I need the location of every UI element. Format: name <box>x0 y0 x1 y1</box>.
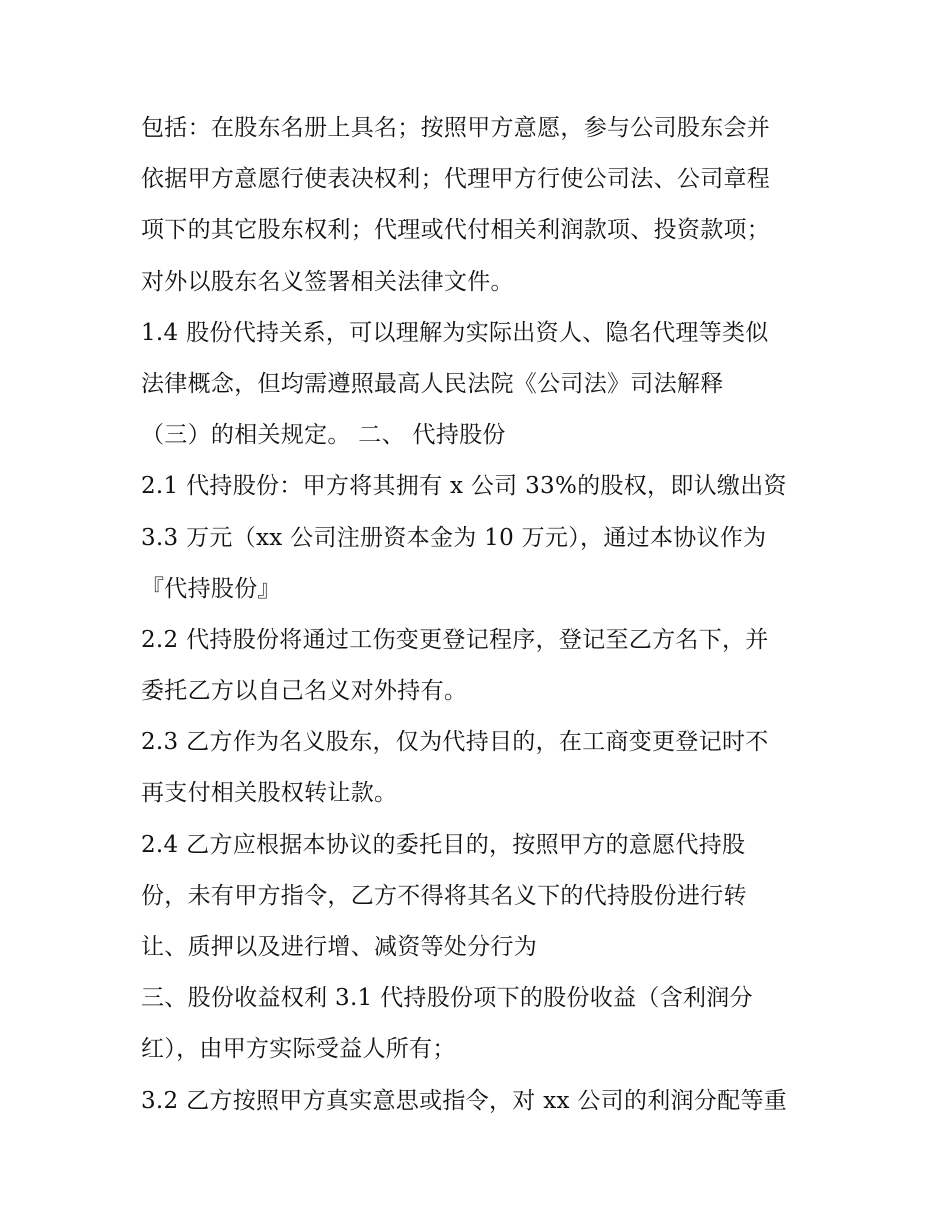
text-line: 2.3 乙方作为名义股东，仅为代持目的，在工商变更登记时不 <box>141 729 769 756</box>
text-line: 『代持股份』 <box>141 575 281 602</box>
text-line: 红），由甲方实际受益人所有； <box>141 1036 456 1063</box>
text-line: 项下的其它股东权利；代理或代付相关利润款项、投资款项； <box>141 217 771 244</box>
text-line: 让、质押以及进行增、减资等处分行为 <box>141 934 538 960</box>
text-line: （三）的相关规定。 二、 代持股份 <box>141 422 506 449</box>
text-line: 包括：在股东名册上具名；按照甲方意愿，参与公司股东会并 <box>141 115 771 141</box>
text-line: 三、股份收益权利 3.1 代持股份项下的股份收益（含利润分 <box>141 985 753 1012</box>
text-line: 3.3 万元（xx 公司注册资本金为 10 万元），通过本协议作为 <box>141 524 767 551</box>
text-line: 份，未有甲方指令，乙方不得将其名义下的代持股份进行转 <box>141 882 747 909</box>
text-line: 1.4 股份代持关系，可以理解为实际出资人、隐名代理等类似 <box>141 319 769 346</box>
text-line: 2.2 代持股份将通过工伤变更登记程序，登记至乙方名下，并 <box>141 626 769 653</box>
text-line: 对外以股东名义签署相关法律文件。 <box>141 268 514 295</box>
text-line: 法律概念，但均需遵照最高人民法院《公司法》司法解释 <box>141 370 724 397</box>
text-line: 再支付相关股权转让款。 <box>141 780 398 807</box>
text-line: 委托乙方以自己名义对外持有。 <box>141 678 468 705</box>
text-line: 3.2 乙方按照甲方真实意思或指令，对 xx 公司的利润分配等重 <box>141 1087 788 1114</box>
text-line: 2.1 代持股份：甲方将其拥有 x 公司 33%的股权，即认缴出资 <box>141 473 787 500</box>
document-body <box>141 103 831 1127</box>
text-line: 2.4 乙方应根据本协议的委托目的，按照甲方的意愿代持股 <box>141 831 746 858</box>
text-line: 依据甲方意愿行使表决权利；代理甲方行使公司法、公司章程 <box>141 166 771 193</box>
